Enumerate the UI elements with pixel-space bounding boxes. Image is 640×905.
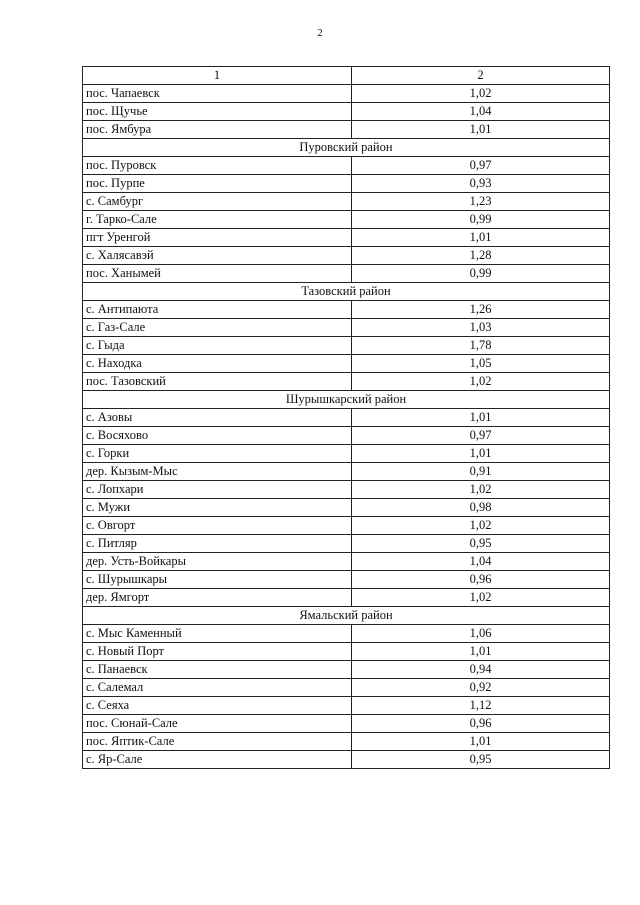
- table-row: [83, 571, 610, 589]
- coefficient-value: 1,04: [352, 553, 610, 571]
- table-row: [83, 175, 610, 193]
- coefficient-value: 0,97: [352, 157, 610, 175]
- settlement-name: с. Самбург: [83, 193, 352, 211]
- settlement-name: с. Салемал: [83, 679, 352, 697]
- table-row: [83, 427, 610, 445]
- settlement-name: с. Питляр: [83, 535, 352, 553]
- table-row: [83, 157, 610, 175]
- settlement-name: с. Яр-Сале: [83, 751, 352, 769]
- coefficient-value: 1,02: [352, 481, 610, 499]
- table-row: [83, 265, 610, 283]
- coefficient-value: 0,91: [352, 463, 610, 481]
- coefficient-value: 1,02: [352, 373, 610, 391]
- settlement-name: пос. Яптик-Сале: [83, 733, 352, 751]
- coefficient-value: 1,02: [352, 517, 610, 535]
- table-row: [83, 589, 610, 607]
- table-row: [83, 643, 610, 661]
- settlement-name: с. Горки: [83, 445, 352, 463]
- coefficient-value: 1,03: [352, 319, 610, 337]
- table-row: [83, 85, 610, 103]
- section-title: Шурышкарский район: [83, 391, 610, 409]
- page-number: 2: [317, 27, 323, 39]
- section-header-row: [83, 139, 610, 157]
- table-row: [83, 193, 610, 211]
- table-row: [83, 535, 610, 553]
- section-header-row: [83, 283, 610, 301]
- coefficient-value: 0,96: [352, 571, 610, 589]
- coefficient-value: 1,26: [352, 301, 610, 319]
- settlement-name: дер. Ямгорт: [83, 589, 352, 607]
- table-row: [83, 697, 610, 715]
- section-title: Пуровский район: [83, 139, 610, 157]
- table-row: [83, 553, 610, 571]
- coefficient-value: 1,05: [352, 355, 610, 373]
- coefficient-value: 1,01: [352, 409, 610, 427]
- table-row: [83, 661, 610, 679]
- settlement-name: пос. Щучье: [83, 103, 352, 121]
- coefficient-value: 0,94: [352, 661, 610, 679]
- table-row: [83, 247, 610, 265]
- settlement-name: с. Восяхово: [83, 427, 352, 445]
- table-row: [83, 319, 610, 337]
- coefficient-value: 0,95: [352, 535, 610, 553]
- settlement-name: с. Шурышкары: [83, 571, 352, 589]
- settlement-name: пос. Тазовский: [83, 373, 352, 391]
- coefficient-value: 1,23: [352, 193, 610, 211]
- table-row: [83, 409, 610, 427]
- settlement-name: с. Находка: [83, 355, 352, 373]
- settlement-name: с. Сеяха: [83, 697, 352, 715]
- coefficient-value: 1,78: [352, 337, 610, 355]
- coefficient-value: 0,95: [352, 751, 610, 769]
- table-row: [83, 517, 610, 535]
- table-row: [83, 463, 610, 481]
- coefficient-value: 1,01: [352, 229, 610, 247]
- settlement-name: пос. Пурпе: [83, 175, 352, 193]
- settlement-name: пгт Уренгой: [83, 229, 352, 247]
- settlement-name: с. Панаевск: [83, 661, 352, 679]
- table-row: [83, 715, 610, 733]
- coefficient-value: 0,99: [352, 211, 610, 229]
- table-row: [83, 445, 610, 463]
- settlement-name: пос. Ямбура: [83, 121, 352, 139]
- settlement-name: с. Мужи: [83, 499, 352, 517]
- table-row: [83, 373, 610, 391]
- settlement-name: дер. Кызым-Мыс: [83, 463, 352, 481]
- settlement-name: с. Газ-Сале: [83, 319, 352, 337]
- table-row: [83, 499, 610, 517]
- table-row: [83, 679, 610, 697]
- settlement-name: с. Овгорт: [83, 517, 352, 535]
- coefficient-value: 1,01: [352, 121, 610, 139]
- coefficient-value: 0,96: [352, 715, 610, 733]
- column-header-2: 2: [352, 67, 610, 85]
- settlement-name: дер. Усть-Войкары: [83, 553, 352, 571]
- coefficient-value: 1,12: [352, 697, 610, 715]
- settlement-name: с. Азовы: [83, 409, 352, 427]
- coefficient-value: 1,01: [352, 643, 610, 661]
- table-row: [83, 733, 610, 751]
- table-row: [83, 103, 610, 121]
- table-header-row: [83, 67, 610, 85]
- section-header-row: [83, 607, 610, 625]
- table-row: [83, 751, 610, 769]
- coefficient-value: 1,01: [352, 733, 610, 751]
- settlement-name: с. Антипаюта: [83, 301, 352, 319]
- coefficient-value: 0,98: [352, 499, 610, 517]
- table-row: [83, 229, 610, 247]
- coefficient-value: 1,02: [352, 589, 610, 607]
- settlement-name: пос. Сюнай-Сале: [83, 715, 352, 733]
- coefficient-value: 0,99: [352, 265, 610, 283]
- table-row: [83, 121, 610, 139]
- settlement-name: пос. Ханымей: [83, 265, 352, 283]
- table-row: [83, 211, 610, 229]
- settlement-name: с. Лопхари: [83, 481, 352, 499]
- settlement-name: г. Тарко-Сале: [83, 211, 352, 229]
- settlement-name: с. Халясавэй: [83, 247, 352, 265]
- coefficient-table: [82, 66, 610, 769]
- column-header-1: 1: [83, 67, 352, 85]
- coefficient-value: 1,01: [352, 445, 610, 463]
- table-row: [83, 337, 610, 355]
- table-row: [83, 481, 610, 499]
- section-title: Ямальский район: [83, 607, 610, 625]
- coefficient-value: 0,97: [352, 427, 610, 445]
- section-header-row: [83, 391, 610, 409]
- table-row: [83, 625, 610, 643]
- coefficient-value: 0,92: [352, 679, 610, 697]
- coefficient-value: 1,02: [352, 85, 610, 103]
- settlement-name: пос. Чапаевск: [83, 85, 352, 103]
- table-row: [83, 301, 610, 319]
- settlement-name: с. Мыс Каменный: [83, 625, 352, 643]
- settlement-name: с. Гыда: [83, 337, 352, 355]
- coefficient-value: 1,04: [352, 103, 610, 121]
- section-title: Тазовский район: [83, 283, 610, 301]
- table-row: [83, 355, 610, 373]
- coefficient-value: 0,93: [352, 175, 610, 193]
- settlement-name: с. Новый Порт: [83, 643, 352, 661]
- settlement-name: пос. Пуровск: [83, 157, 352, 175]
- coefficient-value: 1,06: [352, 625, 610, 643]
- coefficient-value: 1,28: [352, 247, 610, 265]
